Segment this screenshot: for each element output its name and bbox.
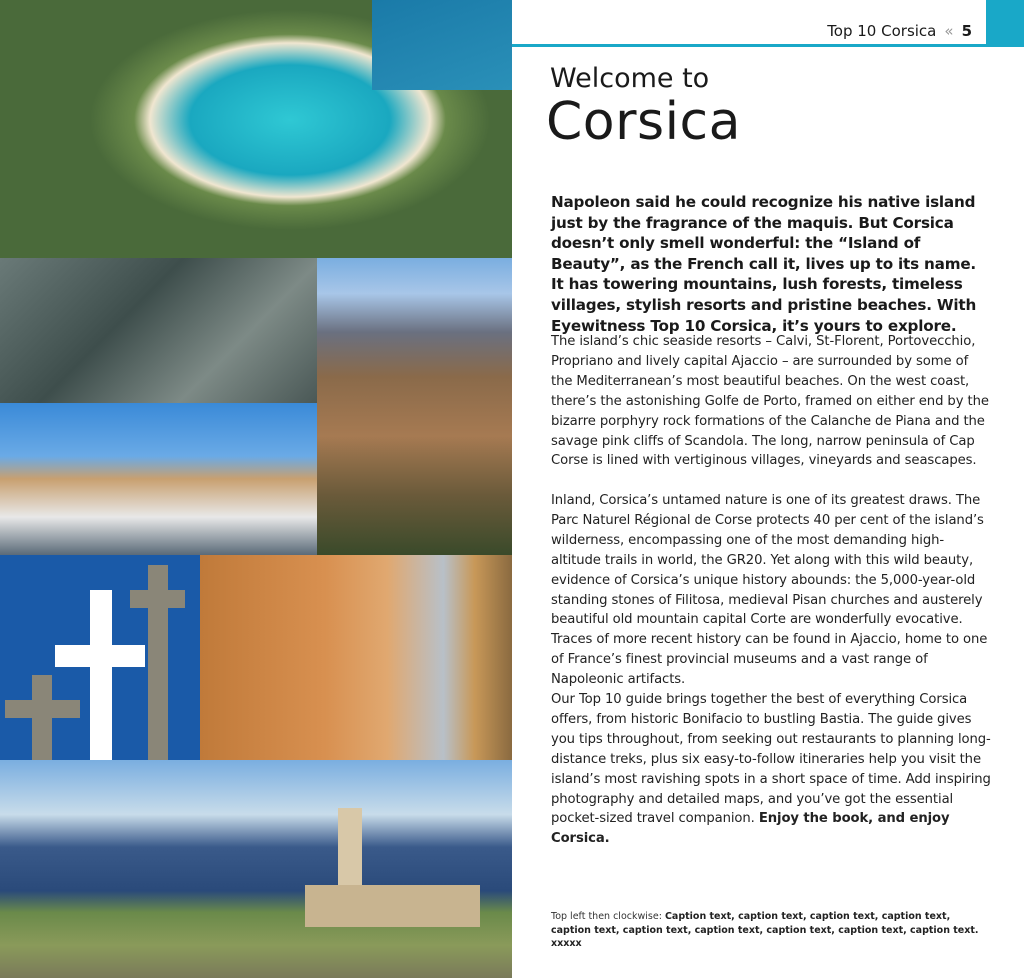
body-paragraph: The island’s chic seaside resorts – Calvi, St-Florent, Portovecchio, Propriano and lively capital Ajaccio – are surrounded by some of the Mediterranean’s most beautiful beaches. On the west coast, there’s the astonishing Golfe de Porto, framed on either end by the bizarre porphyry rock formations of the Calanche de Piana and the savage pink cliffs of Scandola. The long, narrow peninsula of Cap Corse is lined with vertiginous villages, vineyards and seascapes. — [551, 334, 989, 469]
photo-aerial-beach — [0, 0, 512, 258]
photo-caption — [551, 910, 991, 951]
closing-line: Enjoy the book, and enjoy Corsica. — [551, 811, 950, 847]
photo-crosses — [0, 555, 200, 760]
chevron-left-icon: « — [944, 22, 954, 40]
photo-church-mountains — [0, 760, 512, 978]
heading-welcome: Welcome to — [550, 63, 710, 94]
photo-mountain-village — [317, 258, 512, 555]
header-tab — [986, 0, 1024, 47]
lead-paragraph: Napoleon said he could recognize his native island just by the fragrance of the maquis. But Corsica doesn’t only smell wonderful: the “Island of Beauty”, as the French call it, lives up to its name. It has towering mountains, lush forests, timeless villages, stylish resorts and pristine beaches. With Eyewitness Top 10 Corsica, it’s yours to explore. — [551, 193, 977, 335]
caption-text: Caption text, caption text, caption text, caption text, caption text, caption text, caption text, caption text, caption text, caption text. xxxxx — [551, 911, 979, 949]
paragraph-text: Our Top 10 guide brings together the best of everything Corsica offers, from historic Bonifacio to bustling Bastia. The guide gives you tips throughout, from seeking out restaurants to planning long-distance treks, plus six easy-to-follow itineraries help you visit the island’s most ravishing spots in a short space of time. Add inspiring photography and detailed maps, and you’ve got the essential pocket-sized travel companion. — [551, 692, 991, 827]
photo-harbor-citadel — [0, 403, 317, 555]
body-paragraph — [551, 690, 991, 849]
book-title: Top 10 Corsica — [827, 22, 937, 40]
page-number: 5 — [961, 22, 972, 40]
caption-prefix: Top left then clockwise: — [551, 911, 662, 922]
photo-village-street — [200, 555, 512, 760]
photo-stone-carving — [0, 258, 317, 403]
page-title: Corsica — [546, 92, 741, 152]
body-paragraph: Inland, Corsica’s untamed nature is one of its greatest draws. The Parc Naturel Régional de Corse protects 40 per cent of the island’s wilderness, encompassing one of the most demanding high-altitude trails in world, the GR20. Yet along with this wild beauty, evidence of Corsica’s unique history abounds: the 5,000-year-old standing stones of Filitosa, medieval Pisan churches and austerely beautiful old mountain capital Corte are wonderfully evocative. Traces of more recent history can be found in Ajaccio, home to one of France’s finest provincial museums and a vast range of Napoleonic artifacts. — [551, 493, 988, 688]
running-header — [827, 22, 972, 40]
header-rule — [512, 44, 1024, 47]
